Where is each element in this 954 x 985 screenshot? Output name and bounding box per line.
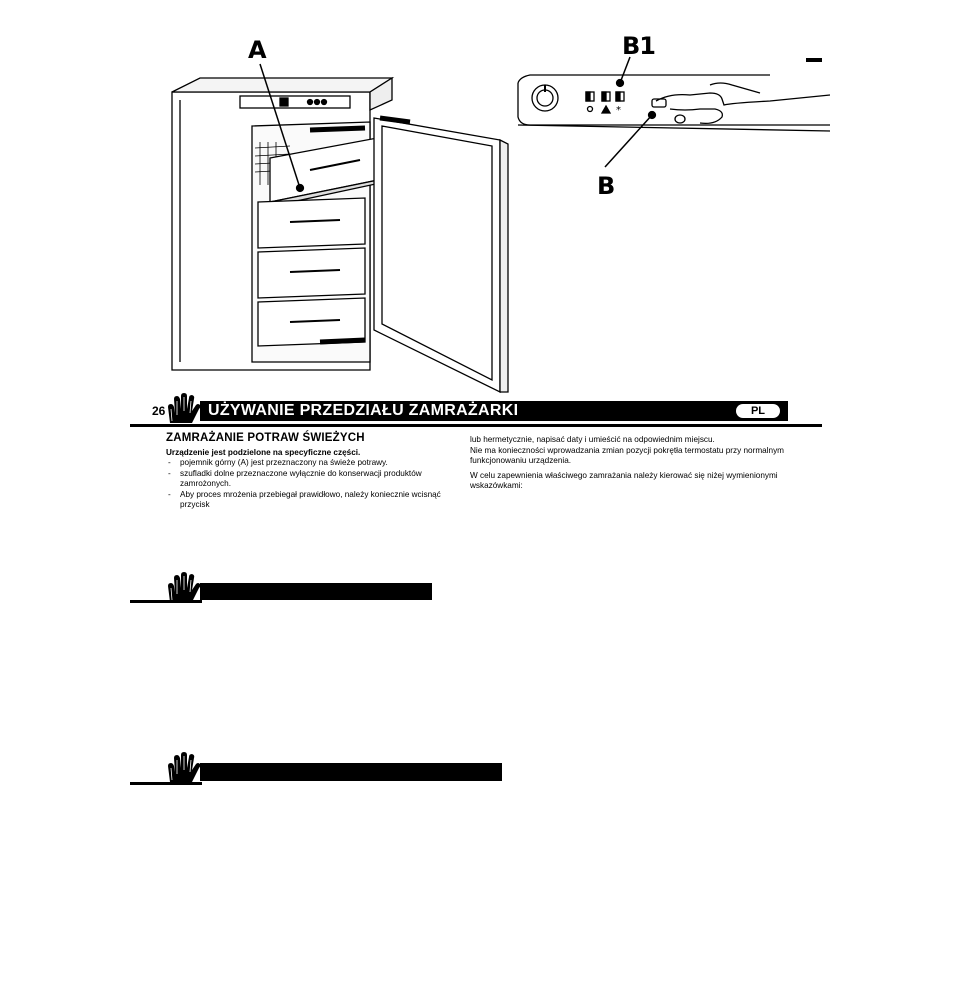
section1-right-column <box>470 435 800 492</box>
section1-subheading: ZAMRAŻANIE POTRAW ŚWIEŻYCH <box>166 432 365 444</box>
list-item: - szufladki dolne przeznaczone wyłącznie do konserwacji produktów zamrożonych. <box>168 468 422 488</box>
section3-header-bar <box>200 763 502 781</box>
hand-icon <box>164 752 202 784</box>
hand-icon <box>164 572 202 604</box>
corner-mark <box>806 58 822 62</box>
callout-label-a: A <box>248 36 266 64</box>
list-item: - Aby proces mrożenia przebiegał prawidłowo, należy koniecznie wcisnąć przycisk <box>168 489 441 509</box>
list-item: - pojemnik górny (A) jest przeznaczony na świeże potrawy. <box>168 458 388 467</box>
section1-left-column <box>166 433 466 511</box>
callout-label-b1: B1 <box>622 32 655 60</box>
freezer-illustration <box>160 30 530 400</box>
svg-text:*: * <box>616 105 621 116</box>
hand-icon <box>164 393 202 425</box>
paragraph-line: lub hermetycznie, napisać daty i umieścić na odpowiednim miejscu. <box>470 435 715 444</box>
callout-label-b: B <box>597 172 615 200</box>
paragraph-line: funkcjonowaniu urządzenia. <box>470 456 572 465</box>
section1-intro: Urządzenie jest podzielone na specyficzne części. <box>166 447 361 457</box>
section1-title: UŻYWANIE PRZEDZIAŁU ZAMRAŻARKI <box>208 402 519 419</box>
paragraph-line: wskazówkami: <box>470 481 523 490</box>
paragraph-line: Nie ma konieczności wprowadzania zmian pozycji pokrętła termostatu przy normalnym <box>470 445 784 455</box>
language-badge: PL <box>736 404 780 418</box>
section2-header-bar <box>200 583 432 600</box>
page-number: 26 <box>152 404 166 418</box>
control-panel-illustration <box>510 35 830 205</box>
paragraph-line: W celu zapewnienia właściwego zamrażania należy kierować się niżej wymienionymi <box>470 470 778 480</box>
section1-underline <box>130 424 822 427</box>
